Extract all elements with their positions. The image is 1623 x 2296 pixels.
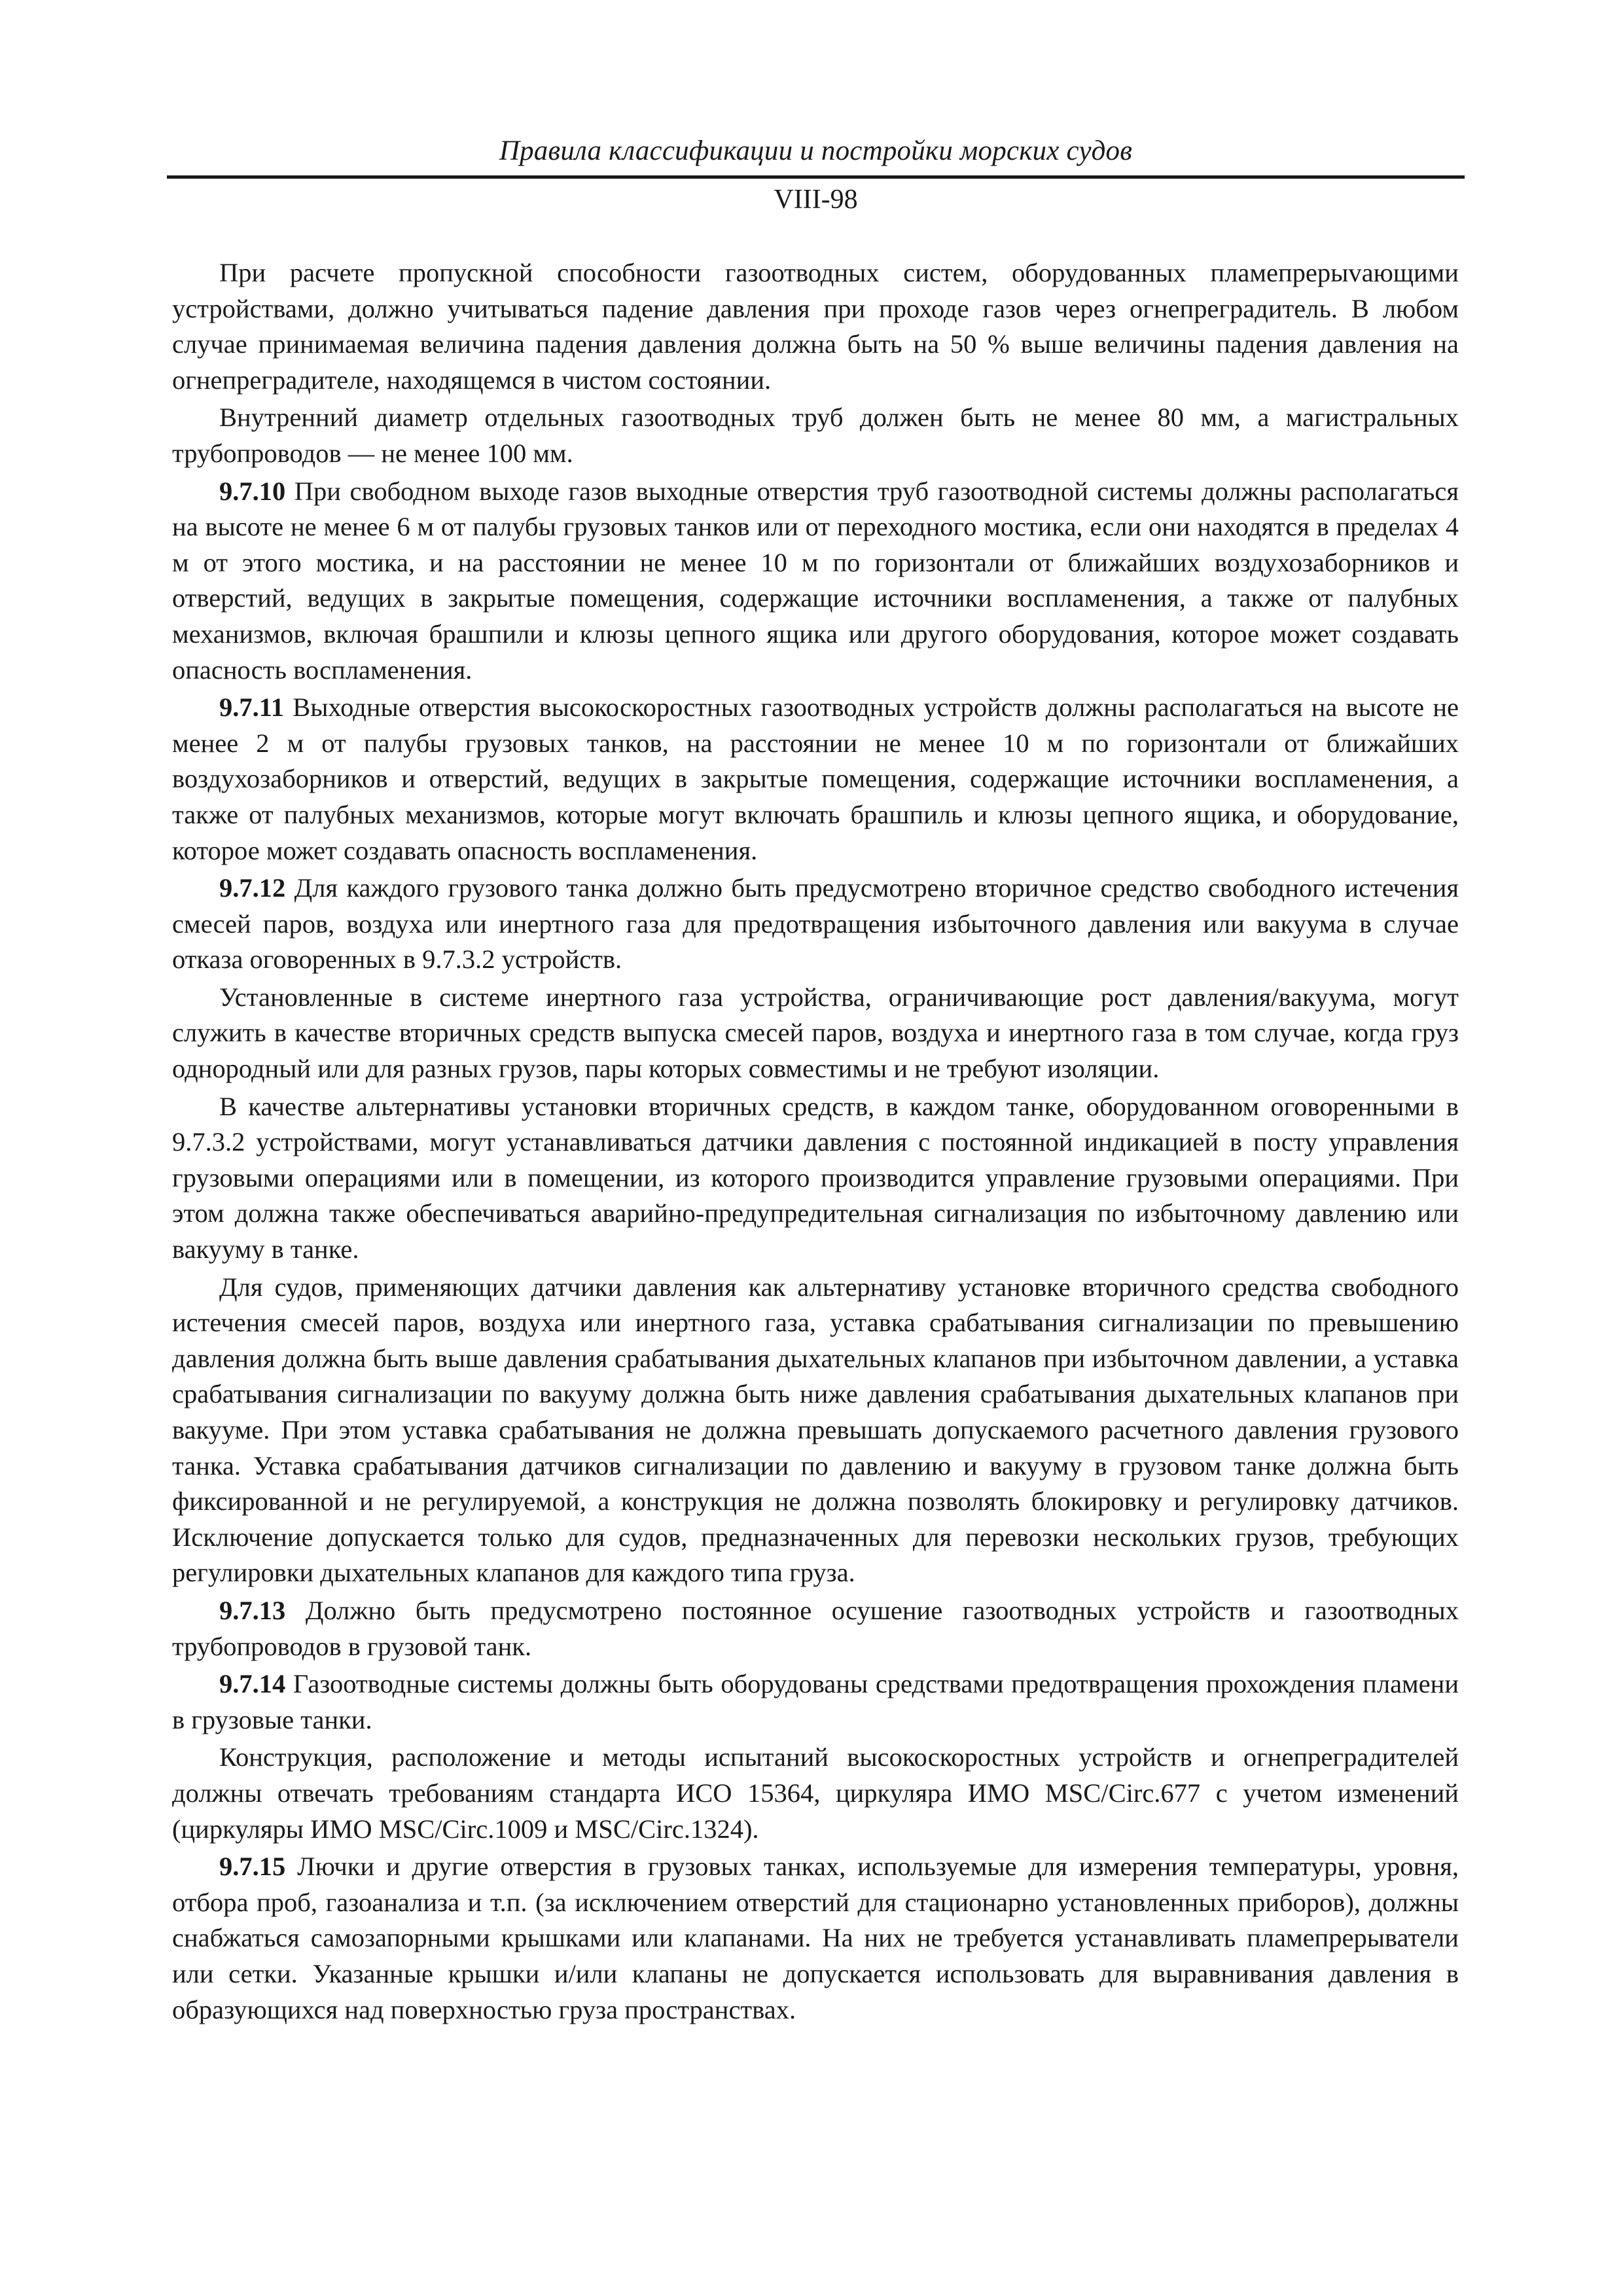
running-header: Правила классификации и постройки морских судов: [499, 135, 1133, 166]
paragraph: [172, 980, 1459, 1087]
paragraph-text: При расчете пропускной способности газоотводных систем, оборудованных пламепрерыvающими устройствами, должно учитываться падение давления при проходе газов через огнепреградитель. В любом случае принимаемая величина падения давления должна быть на 50 % выше величины падения давления на огнепреградителе, находящемся в чистом состоянии.: [172, 258, 1459, 395]
page-number: VIII-98: [774, 185, 858, 215]
section-number: 9.7.12: [219, 873, 286, 903]
paragraph-text: Для каждого грузового танка должно быть предусмотрено вторичное средство свободного истечения смесей паров, воздуха или инертного газа для предотвращения избыточного давления или вакуума в случае отказа оговоренных в 9.7.3.2 устройств.: [172, 873, 1459, 975]
paragraph-text: Конструкция, расположение и методы испытаний высокоскоростных устройств и огнепреградителей должны отвечать требованиям стандарта ИСО 15364, циркуляра ИМО MSC/Circ.677 с учетом изменений (циркуляры ИМО MSC/Circ.1009 и MSC/Circ.1324).: [172, 1742, 1459, 1844]
paragraph-text: Внутренний диаметр отдельных газоотводных труб должен быть не менее 80 мм, а магистральных трубопроводов — не менее 100 мм.: [172, 403, 1459, 468]
paragraph: [172, 1089, 1459, 1268]
section-number: 9.7.11: [219, 692, 285, 723]
paragraph: [172, 255, 1459, 398]
section-number: 9.7.13: [219, 1595, 286, 1625]
paragraph-text: Лючки и другие отверстия в грузовых танках, используемые для измерения температуры, уровня, отбора проб, газоанализа и т.п. (за исключением отверстий для стационарно установленных приборов), должны снабжаться самозапорными крышками или клапанами. На них не требуется устанавливать пламепрерыватели или сетки. Указанные крышки и/или клапаны не допускается использовать для выравнивания давления в образующихся над поверхностью груза пространствах.: [172, 1852, 1459, 2024]
paragraph-text: Газоотводные системы должны быть оборудованы средствами предотвращения прохождения пламени в грузовые танки.: [172, 1669, 1459, 1734]
body-text: [172, 255, 1459, 2028]
section-paragraph: [172, 1666, 1459, 1738]
paragraph-text: Выходные отверстия высокоскоростных газоотводных устройств должны располагаться на высоте не менее 2 м от палубы грузовых танков, на расстоянии не менее 10 м по горизонтали от ближайших воздухозаборников и отверстий, ведущих в закрытые помещения, содержащие источники воспламенения, а также от палубных механизмов, которые могут включать брашпиль и клюзы цепного ящика, и оборудование, которое может создавать опасность воспламенения.: [172, 692, 1459, 865]
paragraph-text: Должно быть предусмотрено постоянное осушение газоотводных устройств и газоотводных трубопроводов в грузовой танк.: [172, 1595, 1459, 1661]
section-paragraph: [172, 870, 1459, 978]
paragraph: [172, 1270, 1459, 1591]
section-paragraph: [172, 690, 1459, 869]
section-paragraph: [172, 1849, 1459, 2028]
section-paragraph: [172, 474, 1459, 689]
paragraph: [172, 1740, 1459, 1847]
section-paragraph: [172, 1593, 1459, 1664]
paragraph-text: Для судов, применяющих датчики давления как альтернативу установке вторичного средства свободного истечения смесей паров, воздуха или инертного газа, уставка срабатывания сигнализации по превышению давления должна быть выше давления срабатывания дыхательных клапанов при избыточном давлении, а уставка срабатывания сигнализации по вакууму должна быть ниже давления срабатывания дыхательных клапанов при вакууме. При этом уставка срабатывания не должна превышать допускаемого расчетного давления грузового танка. Уставка срабатывания датчиков сигнализации по давлению и вакууму в грузовом танке должна быть фиксированной и не регулируемой, а конструкция не должна позволять блокировку и регулировку датчиков. Исключение допускается только для судов, предназначенных для перевозки нескольких грузов, требующих регулировки дыхательных клапанов для каждого типа груза.: [172, 1272, 1459, 1588]
paragraph: [172, 400, 1459, 471]
section-number: 9.7.14: [219, 1669, 286, 1699]
paragraph-text: При свободном выходе газов выходные отверстия труб газоотводной системы должны располагаться на высоте не менее 6 м от палубы грузовых танков или от переходного мостика, если они находятся в пределах 4 м от этого мостика, и на расстоянии не менее 10 м по горизонтали от ближайших воздухозаборников и отверстий, ведущих в закрытые помещения, содержащие источники воспламенения, а также от палубных механизмов, включая брашпили и клюзы цепного ящика или другого оборудования, которое может создавать опасность воспламенения.: [172, 476, 1459, 685]
section-number: 9.7.10: [219, 476, 286, 506]
paragraph-text: В качестве альтернативы установки вторичных средств, в каждом танке, оборудованном оговоренными в 9.7.3.2 устройствами, могут устанавливаться датчики давления с постоянной индикацией в посту управления грузовыми операциями или в помещении, из которого производится управление грузовыми операциями. При этом должна также обеспечиваться аварийно-предупредительная сигнализация по избыточному давлению или вакууму в танке.: [172, 1091, 1459, 1265]
header-rule: [167, 175, 1465, 179]
paragraph-text: Установленные в системе инертного газа устройства, ограничивающие рост давления/вакуума, могут служить в качестве вторичных средств выпуска смесей паров, воздуха и инертного газа в том случае, когда груз однородный или для разных грузов, пары которых совместимы и не требуют изоляции.: [172, 982, 1459, 1084]
section-number: 9.7.15: [219, 1852, 286, 1882]
